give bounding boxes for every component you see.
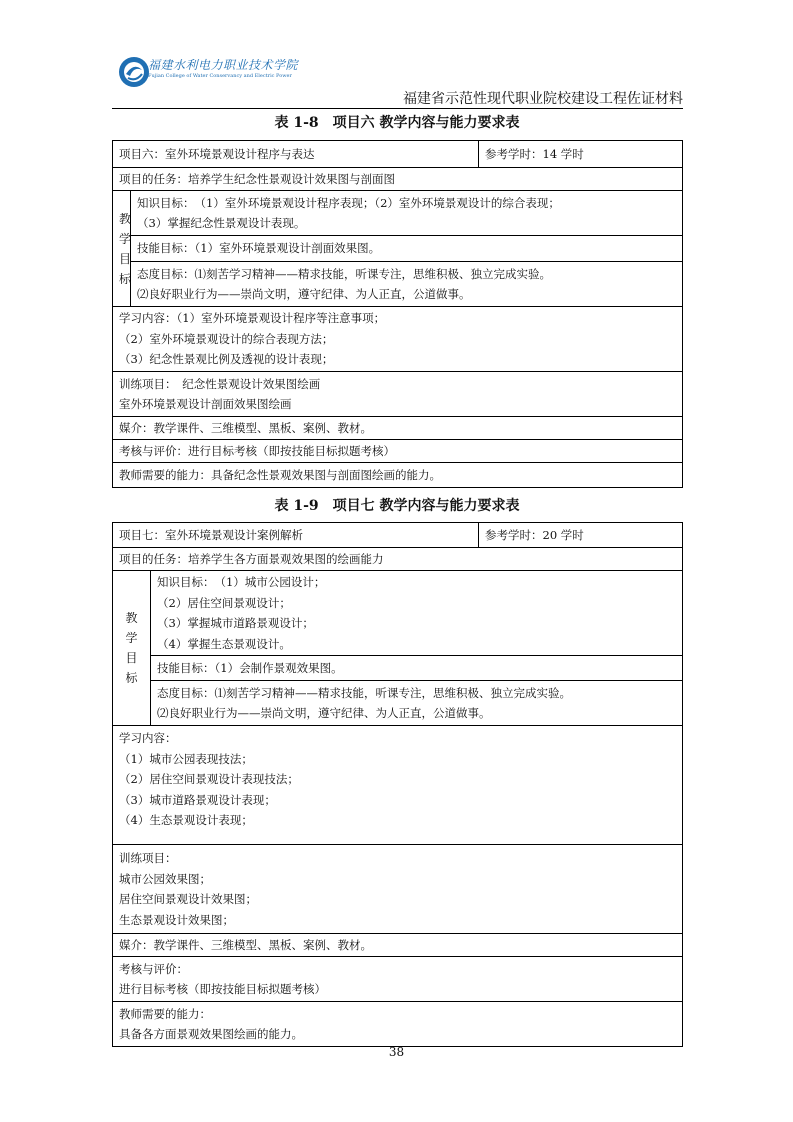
learning-content-cell: 学习内容： （1）城市公园表现技法； （2）居住空间景观设计表现技法； （3）城市道路景观设计表现； （4）生态景观设计表现； xyxy=(113,726,683,845)
table-caption-1-8: 表 1-8 项目六 教学内容与能力要求表 xyxy=(274,115,520,131)
requirements-table-1-9 xyxy=(112,522,683,1047)
knowledge-goal-cell: 知识目标： （1）城市公园设计； （2）居住空间景观设计； （3）掌握城市道路景观设计； （4）掌握生态景观设计。 xyxy=(151,571,683,656)
task-cell: 项目的任务：培养学生纪念性景观设计效果图与剖面图 xyxy=(113,168,683,191)
logo-text: 福建水利电力职业技术学院 xyxy=(148,58,299,72)
attitude-goal-cell: 态度目标：⑴刻苦学习精神——精求技能，听课专注，思维积极、独立完成实验。 ⑵良好职业行为——崇尚文明，遵守纪律、为人正直，公道做事。 xyxy=(131,262,683,307)
teacher-ability-cell: 教师需要的能力： 具备各方面景观效果图绘画的能力。 xyxy=(113,1002,683,1047)
skill-goal-cell: 技能目标：（1）室外环境景观设计剖面效果图。 xyxy=(131,236,683,262)
skill-goal-cell: 技能目标：（1）会制作景观效果图。 xyxy=(151,656,683,681)
hours-cell: 参考学时：20 学时 xyxy=(479,523,683,548)
page-number: 38 xyxy=(388,1045,405,1059)
project-cell: 项目七：室外环境景观设计案例解析 xyxy=(113,523,479,548)
header-divider xyxy=(112,108,683,109)
teaching-goal-label: 教 学 目 标 xyxy=(113,571,151,726)
document-header-title: 福建省示范性现代职业院校建设工程佐证材料 xyxy=(403,91,683,107)
training-cell: 训练项目： 纪念性景观设计效果图绘画 室外环境景观设计剖面效果图绘画 xyxy=(113,372,683,417)
training-cell: 训练项目： 城市公园效果图； 居住空间景观设计效果图； 生态景观设计效果图； xyxy=(113,845,683,934)
assessment-cell: 考核与评价：进行目标考核（即按技能目标拟题考核） xyxy=(113,440,683,463)
knowledge-goal-cell: 知识目标： （1）室外环境景观设计程序表现；（2）室外环境景观设计的综合表现； （3）掌握纪念性景观设计表现。 xyxy=(131,191,683,236)
logo-subtext: Fujian College of Water Conservancy and Electric Power xyxy=(148,73,292,79)
table-caption-1-9: 表 1-9 项目七 教学内容与能力要求表 xyxy=(274,498,520,514)
teaching-goal-label: 教 学 目 标 xyxy=(113,191,131,307)
teacher-ability-cell: 教师需要的能力：具备纪念性景观效果图与剖面图绘画的能力。 xyxy=(113,463,683,488)
media-cell: 媒介：教学课件、三维模型、黑板、案例、教材。 xyxy=(113,934,683,957)
media-cell: 媒介：教学课件、三维模型、黑板、案例、教材。 xyxy=(113,417,683,440)
attitude-goal-cell: 态度目标：⑴刻苦学习精神——精求技能，听课专注，思维积极、独立完成实验。 ⑵良好职业行为——崇尚文明，遵守纪律、为人正直，公道做事。 xyxy=(151,681,683,726)
task-cell: 项目的任务：培养学生各方面景观效果图的绘画能力 xyxy=(113,548,683,571)
hours-cell: 参考学时：14 学时 xyxy=(479,141,683,168)
learning-content-cell: 学习内容：（1）室外环境景观设计程序等注意事项； （2）室外环境景观设计的综合表现方法； （3）纪念性景观比例及透视的设计表现； xyxy=(113,307,683,372)
project-cell: 项目六：室外环境景观设计程序与表达 xyxy=(113,141,479,168)
assessment-cell: 考核与评价： 进行目标考核（即按技能目标拟题考核） xyxy=(113,957,683,1002)
requirements-table-1-8 xyxy=(112,140,683,488)
